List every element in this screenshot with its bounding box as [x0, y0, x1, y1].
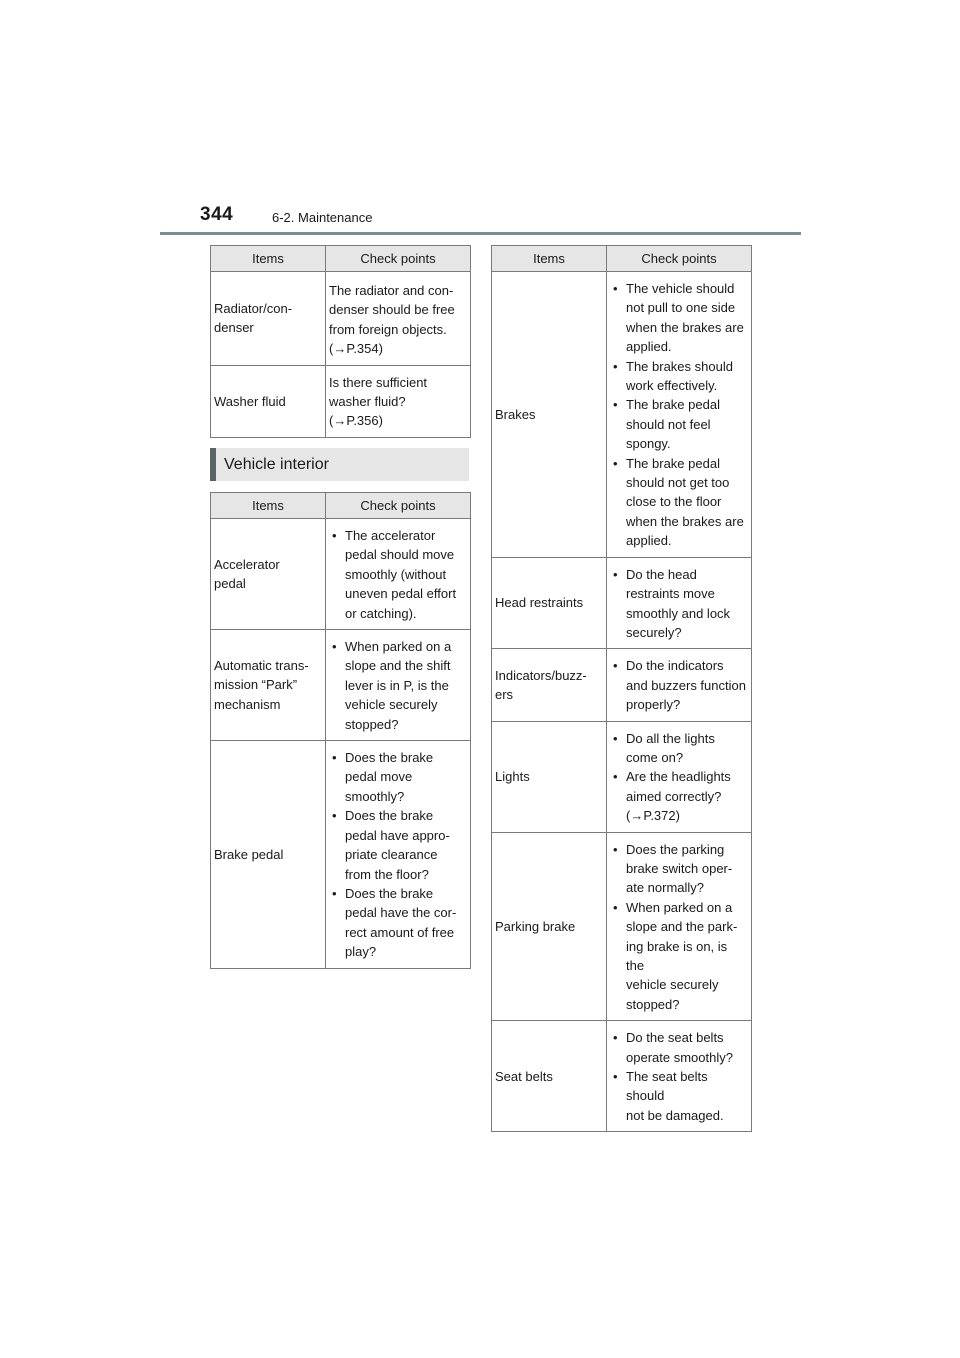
- column-header-check-points: Check points: [326, 246, 471, 272]
- item-label: Radiator/con- denser: [214, 300, 293, 336]
- check-point: • Does the parking brake switch oper- ate normally?: [610, 840, 748, 898]
- section-title: 6-2. Maintenance: [272, 210, 373, 225]
- table-row: [211, 519, 471, 630]
- item-cell: [492, 557, 607, 649]
- column-header-check-points: Check points: [607, 246, 752, 272]
- item-label: Indicators/buzz- ers: [495, 667, 587, 702]
- item-label: Lights: [495, 768, 530, 784]
- check-cell: [326, 272, 471, 366]
- vehicle-interior-table-continued: [491, 245, 752, 1132]
- check-cell: [326, 741, 471, 968]
- check-point: • Does the brake pedal move smoothly?: [329, 748, 467, 806]
- page-reference: (→P.354): [329, 341, 383, 357]
- check-cell: [326, 365, 471, 437]
- item-label: Washer fluid: [214, 393, 286, 409]
- table-row: [211, 630, 471, 741]
- item-cell: [492, 832, 607, 1021]
- item-cell: [492, 1021, 607, 1132]
- check-point: • Do the seat belts operate smoothly?: [610, 1028, 748, 1067]
- item-cell: [492, 272, 607, 558]
- table-row: [211, 365, 471, 437]
- page-number: 344: [200, 204, 234, 225]
- check-point: • When parked on a slope and the park- ing brake is on, is the vehicle securely stopped?: [610, 898, 748, 1014]
- item-cell: [211, 519, 326, 630]
- check-cell: [607, 272, 752, 558]
- table-row: [211, 741, 471, 968]
- check-cell: [607, 832, 752, 1021]
- table-row: [492, 721, 752, 832]
- column-header-items: Items: [211, 246, 326, 272]
- header-rule: [160, 232, 801, 235]
- check-cell: [607, 721, 752, 832]
- item-cell: [211, 630, 326, 741]
- check-point: • The brake pedal should not feel spongy.: [610, 395, 748, 453]
- item-label: Head restraints: [495, 595, 584, 611]
- table-row: [492, 272, 752, 558]
- check-point: • Do the indicators and buzzers function properly?: [610, 656, 748, 714]
- check-cell: [607, 557, 752, 649]
- item-label: Brakes: [495, 406, 536, 422]
- vehicle-interior-table: [210, 492, 471, 969]
- column-header-items: Items: [492, 246, 607, 272]
- column-header-check-points: Check points: [326, 493, 471, 519]
- check-text: The radiator and con- denser should be free from foreign objects.: [329, 283, 455, 337]
- item-label: Seat belts: [495, 1068, 553, 1084]
- check-cell: [326, 519, 471, 630]
- check-point: • Are the headlights aimed correctly? (→P.372): [610, 767, 748, 825]
- check-point: • The brakes should work effectively.: [610, 357, 748, 396]
- check-point: • When parked on a slope and the shift lever is in P, is the vehicle securely stopped?: [329, 637, 467, 734]
- check-point: • Do the head restraints move smoothly and lock securely?: [610, 565, 748, 643]
- item-cell: [211, 365, 326, 437]
- item-label: Automatic trans- mission “Park” mechanism: [214, 657, 309, 712]
- item-cell: [492, 649, 607, 721]
- table-row: [492, 1021, 752, 1132]
- section-heading-vehicle-interior: Vehicle interior: [210, 448, 469, 481]
- table-row: [211, 272, 471, 366]
- column-header-items: Items: [211, 493, 326, 519]
- check-point: • The brake pedal should not get too close to the floor when the brakes are applied.: [610, 454, 748, 551]
- check-point: • Does the brake pedal have appro- priate clearance from the floor?: [329, 806, 467, 884]
- check-text: Is there sufficient washer fluid?: [329, 374, 428, 410]
- item-cell: [211, 741, 326, 968]
- check-point: • The vehicle should not pull to one side when the brakes are applied.: [610, 279, 748, 357]
- check-point: • The seat belts should not be damaged.: [610, 1067, 748, 1125]
- item-label: Accelerator pedal: [214, 556, 280, 592]
- check-cell: [607, 649, 752, 721]
- check-point: • The accelerator pedal should move smoothly (without uneven pedal effort or catching).: [329, 526, 467, 623]
- page-reference: (→P.356): [329, 413, 383, 429]
- table-row: [492, 649, 752, 721]
- engine-compartment-table: [210, 245, 471, 438]
- item-label: Brake pedal: [214, 846, 284, 862]
- item-cell: [211, 272, 326, 366]
- check-cell: [326, 630, 471, 741]
- check-point: • Do all the lights come on?: [610, 729, 748, 768]
- item-cell: [492, 721, 607, 832]
- check-cell: [607, 1021, 752, 1132]
- item-label: Parking brake: [495, 918, 576, 934]
- table-row: [492, 832, 752, 1021]
- table-row: [492, 557, 752, 649]
- check-point: • Does the brake pedal have the cor- rect amount of free play?: [329, 884, 467, 962]
